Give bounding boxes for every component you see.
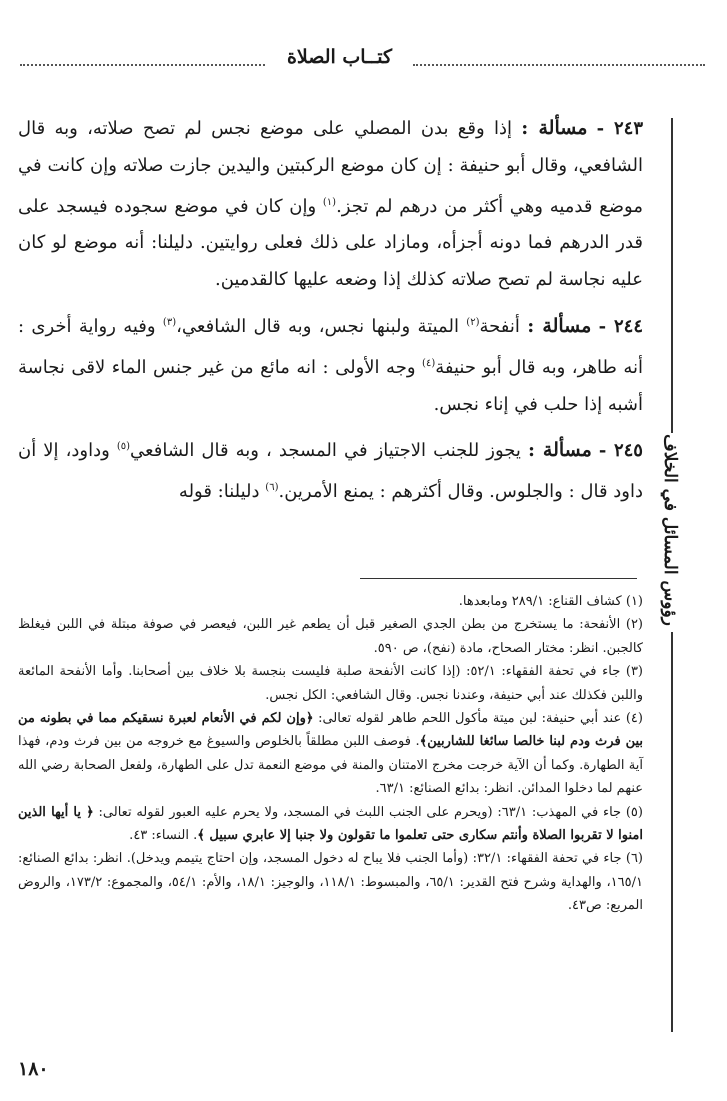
entry-text: إذا وقع بدن المصلي على موضع نجس لم تصح صلاته، وبه قال الشافعي، وقال أبو حنيفة : إن كان موضع الركبتين واليدين جازت صلاته وإن كانت في موضع قدميه وهي أكثر من درهم لم تجز. (18, 118, 643, 217)
footnote-4 (18, 707, 643, 801)
entry-number: ٢٤٤ - (598, 315, 643, 337)
entry-label: مسألة : (527, 314, 592, 337)
footnote-6: (٦) جاء في تحفة الفقهاء: ٣٢/١: (وأما الجنب فلا يباح له دخول المسجد، وإن احتاج يتيمم ويدخل). انظر: بدائع الصنائع: ١٦٥/١، والهداية وشرح فتح القدير: ٦٥/١، والمبسوط: ١١٨/١، والوجيز: ١٨/١، والأم: ٥٤/١، والمجموع: ١٧٣/٢، والروض المربع: ص٤٣. (18, 851, 643, 914)
side-book-title: رؤوس المسائل في الخلاف (660, 434, 680, 626)
entry-text: وجه الأولى : انه مائع من غير جنس الماء لاقى نجاسة أشبه إذا حلب في إناء نجس. (18, 356, 643, 415)
footnote-5 (18, 801, 643, 848)
footnote-text: (٥) جاء في المهذب: ٦٣/١: (ويحرم على الجنب اللبث في المسجد، ولا يحرم عليه العبور لقوله تعالى: (98, 804, 643, 820)
entry-text: وإن كان في موضع سجوده فيسجد على قدر الدرهم فما دونه أجزأه، ومازاد على ذلك فعلى روايتين. دليلنا: أنه موضع لو كان عليه نجاسة لم تصح صلاته كذلك إذا وضعه عليها كالقدمين. (18, 195, 643, 291)
entry-label: مسألة : (521, 117, 588, 139)
quran-quote: ﴿ يا أيها الذين امنوا لا تقربوا الصلاة وأنتم سكارى حتى تعلموا ما تقولون ولا جنبا إلا عابري سبيل ﴾ (18, 804, 643, 844)
entry-text: دليلنا: قوله (178, 481, 260, 503)
side-rule-top (671, 118, 673, 433)
side-rule-bottom (671, 632, 673, 1032)
entry-text: يجوز للجنب الاجتياز في المسجد ، وبه قال الشافعي (130, 440, 521, 462)
footnote-ref: (٣) (162, 316, 177, 328)
header-rule-left (20, 64, 265, 66)
entry-243 (18, 110, 643, 299)
header-title: كتــاب الصلاة (286, 46, 393, 68)
page-header (20, 44, 705, 74)
footnote-text: (٤) عند أبي حنيفة: لبن ميتة مأكول اللحم طاهر لقوله تعالى: (318, 711, 643, 727)
entry-text: وفيه رواية أخرى : أنه طاهر، وبه قال أبو حنيفة (18, 315, 643, 378)
entry-text: أنفحة (479, 315, 520, 337)
entry-244 (18, 305, 643, 423)
header-rule-right (413, 64, 705, 66)
footnote-ref: (٢) (466, 316, 480, 328)
footnote-separator (360, 578, 637, 579)
entry-245 (18, 429, 643, 511)
footnotes (18, 590, 643, 918)
footnote-3: (٣) جاء في تحفة الفقهاء: ٥٢/١: (إذا كانت الأنفحة صلبة فليست بنجسة بلا خلاف بين أصحابنا. وأما الأنفحة المائعة واللبن فكذلك عند أبي حنيفة، وعندنا نجس. وقال الشافعي: الكل نجس. (18, 664, 643, 703)
footnote-ref: (٥) (116, 441, 131, 453)
page-number: ١٨٠ (18, 1058, 49, 1080)
footnote-ref: (٤) (422, 357, 436, 369)
quran-quote: ﴿وإن لكم في الأنعام لعبرة نسقيكم مما في بطونه من بين فرث ودم لبنا خالصا سائغا للشاربين﴾ (18, 711, 644, 750)
footnote-ref: (٦) (265, 482, 279, 494)
footnote-ref: (١) (322, 196, 337, 208)
entry-text: وداود، إلا أن داود قال : والجلوس. وقال أكثرهم : يمنع الأمرين. (18, 440, 643, 503)
footnote-text: . فوصف اللبن مطلقاً بالخلوص والسيوغ مع خروجه من بين فرث ودم، فهذا آية الطهارة. وكما أن الآية خرجت مخرج الامتنان والمنة في موضع النعمة تدل على الطهارة، ولفعل الصحابة رضي الله عنهم لما دخلوا المدائن. انظر: بدائع الصنائع: ٦٣/١. (18, 734, 643, 797)
footnote-1: (١) كشاف القناع: ٢٨٩/١ ومابعدها. (458, 594, 643, 609)
entry-text: الميتة ولبنها نجس، وبه قال الشافعي، (176, 315, 459, 337)
main-text (18, 110, 643, 511)
entry-number: ٢٤٥ - (598, 440, 643, 462)
footnote-text: . النساء: ٤٣. (129, 828, 198, 844)
entry-label: مسألة : (527, 439, 592, 462)
entry-number: ٢٤٣ - (596, 118, 643, 139)
footnote-2: (٢) الأنفحة: ما يستخرج من بطن الجدي الصغير قبل أن يطعم غير اللبن، فيعصر في صوفة مبتلة في اللبن فيغلظ كالجبن. انظر: مختار الصحاح، مادة (نفح)، ص ٥٩٠. (18, 617, 643, 656)
